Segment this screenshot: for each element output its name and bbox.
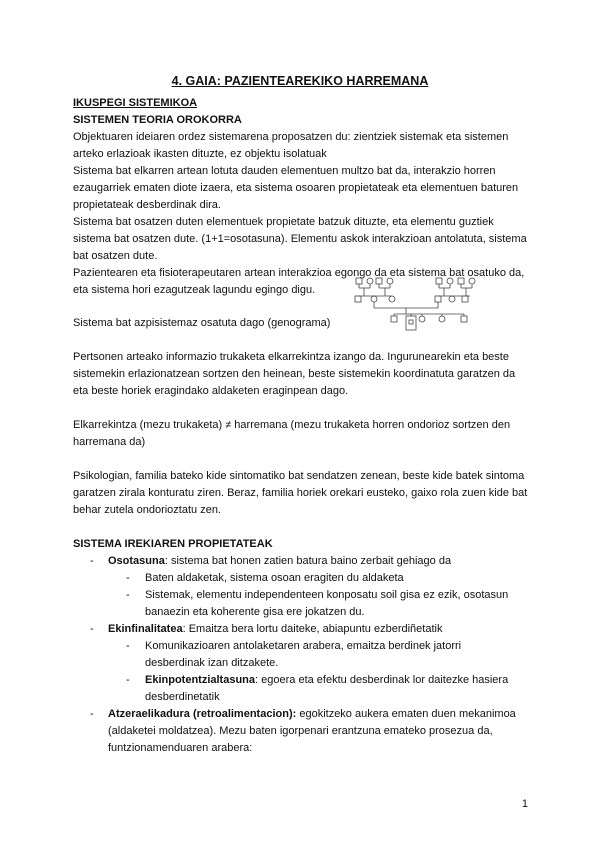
female-symbol xyxy=(367,278,373,284)
sub-list-item: banaezin eta koherente gisa ere jokatzen du. xyxy=(145,606,365,618)
male-symbol xyxy=(376,278,382,284)
sub-list-item xyxy=(145,672,508,690)
bullet-dash: - xyxy=(126,589,130,601)
sub-list-item: Baten aldaketak, sistema osoan eragiten du aldaketa xyxy=(145,572,404,584)
term: Ekinpotentzialtasuna xyxy=(145,674,256,686)
bullet-dash: - xyxy=(126,572,130,584)
list-item-continuation: (aldaketei moldatzea). Mezu baten igorpenari erantzuna emateko prosezua da, xyxy=(108,725,493,737)
bullet-dash: - xyxy=(126,640,130,652)
paragraph-line: Sistema bat osatzen duten elementuek propietate batzuk dituzte, eta elementu guztiek xyxy=(73,216,494,228)
paragraph-line: arteko erlazioak ikasten dituzte, ez objektu isolatuak xyxy=(73,148,327,160)
term: Ekinfinalitatea xyxy=(108,623,183,635)
sub-list-item: Komunikazioaren antolaketaren arabera, emaitza berdinek jatorri xyxy=(145,640,462,652)
index-person-symbol xyxy=(406,316,416,330)
paragraph-line: bat osatzen dute. xyxy=(73,250,158,262)
female-symbol xyxy=(387,278,393,284)
paragraph-line: garatzen zirala konturatu ziren. Beraz, familia horiek orekari eusteko, gaixo rola zuen kide bat xyxy=(73,487,528,499)
page-title: 4. GAIA: PAZIENTEAREKIKO HARREMANA xyxy=(171,74,429,88)
term: Atzeraelikadura (retroalimentacion): xyxy=(108,708,297,720)
paragraph-line: Pertsonen arteako informazio trukaketa elkarrekintza izango da. Ingurunearekin eta beste xyxy=(73,351,509,363)
paragraph-line: Objektuaren ideiaren ordez sistemarena proposatzen du: zientziek sistemak eta sistemen xyxy=(73,131,509,143)
paragraph-line: Elkarrekintza (mezu trukaketa) ≠ harremana (mezu trukaketa horren ondorioz sortzen den xyxy=(73,419,511,431)
term-definition: : sistema bat honen zatien batura baino zerbait gehiago da xyxy=(164,555,452,567)
bullet-dash: - xyxy=(90,555,94,567)
genogram-figure xyxy=(352,276,480,336)
paragraph-line: behar zutela ondorioztatu zen. xyxy=(73,504,221,516)
section-heading-ikuspegi: IKUSPEGI SISTEMIKOA xyxy=(73,97,198,109)
paragraph-line: Psikologian, familia bateko kide sintomatiko bat sendatzen zenean, beste kide batek sintoma xyxy=(73,470,525,482)
paragraph-line: harremana da) xyxy=(73,436,146,448)
section-heading-propietateak: SISTEMA IREKIAREN PROPIETATEAK xyxy=(73,538,273,550)
paragraph-line: eta sistema hori ezagutzeak lagundu egingo digu. xyxy=(73,284,316,296)
list-item xyxy=(108,553,451,571)
paragraph-line: propietateak desberdinak dira. xyxy=(73,199,221,211)
term-definition: egokitzeko aukera ematen duen mekanimoa xyxy=(296,708,516,720)
paragraph-line: ezaugarriek ematen diote izaera, eta sistema osoaren propietateak eta elementuen baturen xyxy=(73,182,519,194)
bullet-dash: - xyxy=(90,623,94,635)
paragraph-line: sistemekin erlazionatzean sortzen den heinean, beste sistemekin koordinatuta garatzen da xyxy=(73,368,516,380)
list-item-continuation: funtzionamenduaren arabera: xyxy=(108,742,253,754)
paragraph-line: Sistema bat azpisistemaz osatuta dago (genograma) xyxy=(73,317,331,329)
section-heading-teoria: SISTEMEN TEORIA OROKORRA xyxy=(73,114,242,126)
paragraph-line: Pazientearen eta fisioterapeutaren artean interakzioa egongo da eta sistema bat osatuko da, xyxy=(73,267,525,279)
sub-list-item: desberdinetatik xyxy=(145,691,220,703)
male-symbol xyxy=(356,278,362,284)
sub-list-item: desberdinak izan ditzakete. xyxy=(145,657,279,669)
list-item xyxy=(108,706,516,724)
bullet-dash: - xyxy=(126,674,130,686)
term: Osotasuna xyxy=(108,555,165,567)
page-number: 1 xyxy=(521,798,528,810)
sub-list-item: Sistemak, elementu independenteen konposatu soil gisa ez ezik, osotasun xyxy=(145,589,509,601)
list-item xyxy=(108,621,442,639)
bullet-dash: - xyxy=(90,708,94,720)
paragraph-line: sistema bat osatzen dute. (1+1=osotasuna). Elementu askok interakzioan antolatuta, sistema xyxy=(73,233,527,245)
paragraph-line: Sistema bat elkarren artean lotuta dauden elementuen multzo bat da, interakzio horren xyxy=(73,165,496,177)
term-definition: : egoera eta efektu desberdinak lor daitezke hasiera xyxy=(255,674,509,686)
paragraph-line: eta beste horiek eragindako aldaketen eraginpean dago. xyxy=(73,385,349,397)
term-definition: : Emaitza bera lortu daiteke, abiapuntu ezberdiñetatik xyxy=(182,623,443,635)
